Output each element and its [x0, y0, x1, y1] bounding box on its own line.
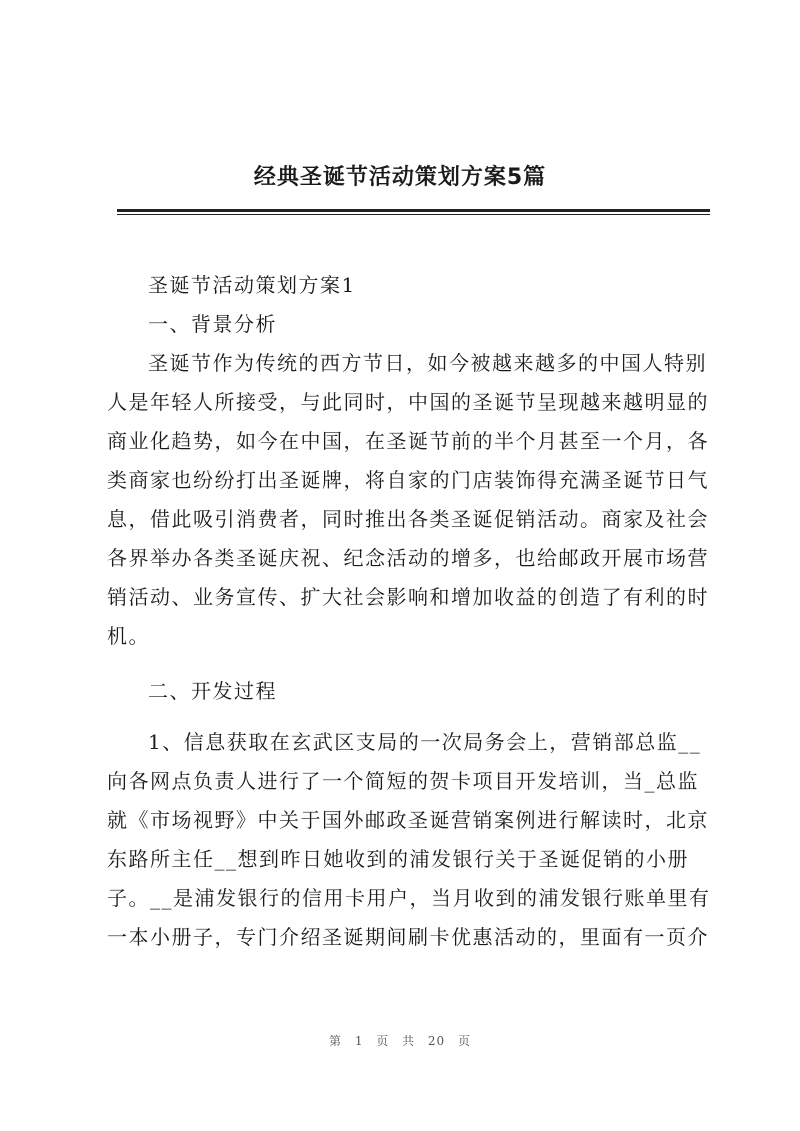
- heading-development-process: 二、开发过程: [148, 679, 277, 703]
- section-heading: 圣诞节活动策划方案1: [148, 273, 356, 297]
- paragraph-background: 圣诞节作为传统的西方节日，如今被越来越多的中国人特别人是年轻人所接受，与此同时，中国的圣诞节呈现越来越明显的商业化趋势，如今在中国，在圣诞节前的半个月甚至一个月，各类商家也纷纷打出圣诞牌，将自家的门店装饰得充满圣诞节日气息，借此吸引消费者，同时推出各类圣诞促销活动。商家及社会各界举办各类圣诞庆祝、纪念活动的增多，也给邮政开展市场营销活动、业务宣传、扩大社会影响和增加收益的创造了有利的时机。: [107, 351, 709, 648]
- paragraph-development: 1、信息获取在玄武区支局的一次局务会上，营销部总监__向各网点负责人进行了一个简短的贺卡项目开发培训，当_总监就《市场视野》中关于国外邮政圣诞营销案例进行解读时，北京东路所主任__想到昨日她收到的浦发银行关于圣诞促销的小册子。__是浦发银行的信用卡用户，当月收到的浦发银行账单里有一本小册子，专门介绍圣诞期间刷卡优惠活动的，里面有一页介: [107, 730, 711, 949]
- title-divider-thin: [117, 214, 710, 215]
- document-body: [107, 266, 713, 957]
- heading-background-analysis: 一、背景分析: [148, 312, 277, 336]
- document-title: 经典圣诞节活动策划方案5篇: [253, 165, 547, 190]
- page-number: 第 1 页 共 20 页: [329, 1034, 471, 1048]
- title-divider: [117, 209, 710, 212]
